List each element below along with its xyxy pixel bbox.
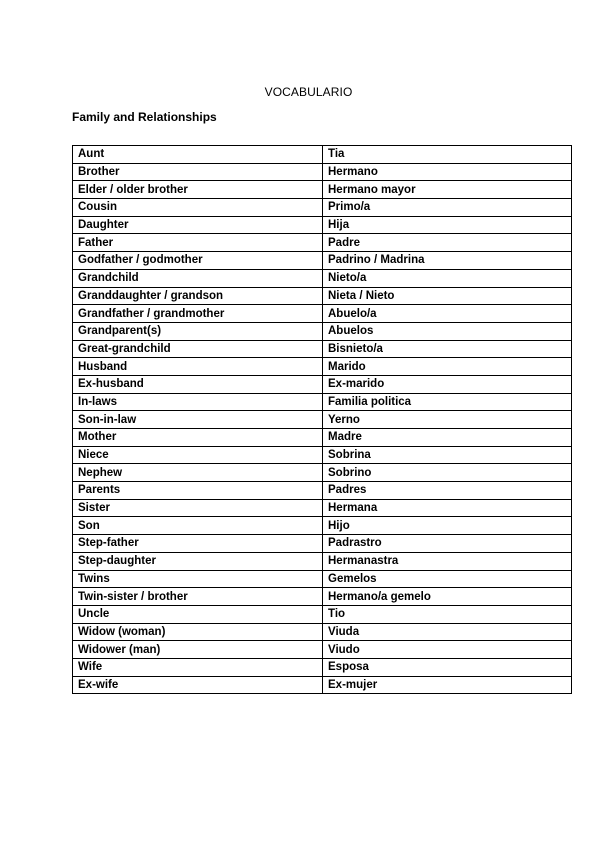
spanish-term: Viuda [323, 623, 572, 641]
table-row [73, 446, 572, 464]
english-term: Twins [73, 570, 323, 588]
english-term: Elder / older brother [73, 181, 323, 199]
spanish-term: Hermano/a gemelo [323, 588, 572, 606]
vocabulary-table-body [73, 146, 572, 694]
english-term: Grandfather / grandmother [73, 305, 323, 323]
spanish-term: Ex-marido [323, 375, 572, 393]
english-term: Husband [73, 358, 323, 376]
spanish-term: Esposa [323, 658, 572, 676]
table-row [73, 411, 572, 429]
spanish-term: Hermano mayor [323, 181, 572, 199]
english-term: Step-father [73, 535, 323, 553]
english-term: Brother [73, 163, 323, 181]
english-term: Aunt [73, 146, 323, 164]
english-term: Mother [73, 429, 323, 447]
table-row [73, 605, 572, 623]
spanish-term: Ex-mujer [323, 676, 572, 694]
table-row [73, 570, 572, 588]
english-term: Ex-wife [73, 676, 323, 694]
spanish-term: Padrastro [323, 535, 572, 553]
spanish-term: Tia [323, 146, 572, 164]
table-row [73, 181, 572, 199]
english-term: Step-daughter [73, 552, 323, 570]
table-row [73, 287, 572, 305]
english-term: Granddaughter / grandson [73, 287, 323, 305]
spanish-term: Abuelo/a [323, 305, 572, 323]
table-row [73, 464, 572, 482]
table-row [73, 305, 572, 323]
spanish-term: Padre [323, 234, 572, 252]
table-row [73, 358, 572, 376]
spanish-term: Bisnieto/a [323, 340, 572, 358]
spanish-term: Hermanastra [323, 552, 572, 570]
english-term: Daughter [73, 216, 323, 234]
table-row [73, 429, 572, 447]
table-row [73, 199, 572, 217]
spanish-term: Padrino / Madrina [323, 252, 572, 270]
vocabulary-table [72, 145, 572, 694]
table-row [73, 588, 572, 606]
spanish-term: Nieta / Nieto [323, 287, 572, 305]
english-term: Nephew [73, 464, 323, 482]
table-row [73, 146, 572, 164]
table-row [73, 163, 572, 181]
english-term: Great-grandchild [73, 340, 323, 358]
english-term: Sister [73, 499, 323, 517]
table-row [73, 340, 572, 358]
english-term: Widower (man) [73, 641, 323, 659]
english-term: Niece [73, 446, 323, 464]
table-row [73, 252, 572, 270]
table-row [73, 658, 572, 676]
table-row [73, 269, 572, 287]
table-row [73, 676, 572, 694]
spanish-term: Padres [323, 482, 572, 500]
english-term: Grandparent(s) [73, 322, 323, 340]
table-row [73, 623, 572, 641]
english-term: Widow (woman) [73, 623, 323, 641]
spanish-term: Hija [323, 216, 572, 234]
spanish-term: Viudo [323, 641, 572, 659]
english-term: Twin-sister / brother [73, 588, 323, 606]
english-term: Son-in-law [73, 411, 323, 429]
table-row [73, 482, 572, 500]
table-row [73, 535, 572, 553]
spanish-term: Primo/a [323, 199, 572, 217]
spanish-term: Gemelos [323, 570, 572, 588]
english-term: Father [73, 234, 323, 252]
english-term: Uncle [73, 605, 323, 623]
spanish-term: Marido [323, 358, 572, 376]
table-row [73, 393, 572, 411]
table-row [73, 552, 572, 570]
spanish-term: Hijo [323, 517, 572, 535]
english-term: In-laws [73, 393, 323, 411]
table-row [73, 322, 572, 340]
table-row [73, 499, 572, 517]
english-term: Cousin [73, 199, 323, 217]
spanish-term: Hermana [323, 499, 572, 517]
english-term: Ex-husband [73, 375, 323, 393]
spanish-term: Abuelos [323, 322, 572, 340]
table-row [73, 234, 572, 252]
english-term: Godfather / godmother [73, 252, 323, 270]
spanish-term: Yerno [323, 411, 572, 429]
english-term: Parents [73, 482, 323, 500]
english-term: Wife [73, 658, 323, 676]
spanish-term: Sobrino [323, 464, 572, 482]
page-title: VOCABULARIO [264, 85, 353, 99]
spanish-term: Familia politica [323, 393, 572, 411]
spanish-term: Sobrina [323, 446, 572, 464]
table-row [73, 216, 572, 234]
spanish-term: Madre [323, 429, 572, 447]
english-term: Grandchild [73, 269, 323, 287]
section-heading: Family and Relationships [72, 110, 217, 124]
spanish-term: Nieto/a [323, 269, 572, 287]
table-row [73, 517, 572, 535]
spanish-term: Tio [323, 605, 572, 623]
table-row [73, 641, 572, 659]
table-row [73, 375, 572, 393]
english-term: Son [73, 517, 323, 535]
spanish-term: Hermano [323, 163, 572, 181]
